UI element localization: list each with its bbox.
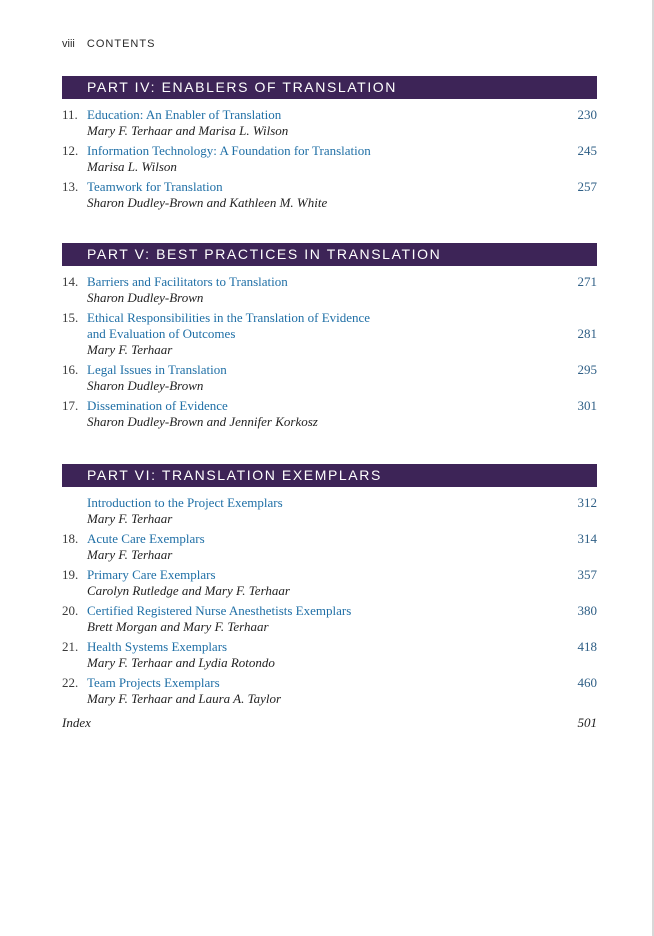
chapter-number: 17. — [62, 398, 79, 413]
running-head-page-number: viii — [62, 38, 75, 50]
chapter-title[interactable]: Certified Registered Nurse Anesthetists Exemplars — [87, 603, 352, 618]
toc-entry[interactable] — [62, 495, 597, 527]
chapter-number: 19. — [62, 567, 79, 582]
part-heading: PART IV: ENABLERS OF TRANSLATION — [62, 76, 597, 99]
chapter-title[interactable]: Ethical Responsibilities in the Translation of Evidence — [87, 310, 371, 325]
chapter-page: 314 — [577, 531, 597, 546]
chapter-title[interactable]: Health Systems Exemplars — [87, 639, 228, 654]
chapter-page: 257 — [577, 179, 597, 194]
chapter-page: 230 — [577, 107, 597, 122]
toc-entry[interactable] — [62, 567, 597, 599]
chapter-page: 418 — [577, 639, 597, 654]
chapter-page: 301 — [577, 398, 597, 413]
running-head-label: CONTENTS — [86, 38, 156, 50]
chapter-authors: Sharon Dudley-Brown — [87, 290, 204, 305]
chapter-authors: Mary F. Terhaar — [87, 511, 173, 526]
chapter-page: 312 — [577, 495, 597, 510]
chapter-title[interactable]: Legal Issues in Translation — [87, 362, 227, 377]
toc-entry[interactable] — [62, 603, 597, 635]
index-label[interactable]: Index — [62, 715, 91, 730]
toc-entry[interactable] — [62, 531, 597, 563]
toc-entry[interactable] — [62, 179, 597, 211]
chapter-page: 357 — [577, 567, 597, 582]
chapter-page: 460 — [577, 675, 597, 690]
chapter-authors: Mary F. Terhaar — [87, 342, 173, 357]
chapter-authors: Mary F. Terhaar and Laura A. Taylor — [87, 691, 282, 706]
chapter-page: 281 — [577, 326, 597, 341]
chapter-authors: Mary F. Terhaar and Marisa L. Wilson — [87, 123, 289, 138]
part-section — [62, 464, 597, 731]
chapter-page: 380 — [577, 603, 597, 618]
running-head — [62, 38, 155, 50]
chapter-number: 11. — [62, 107, 78, 122]
chapter-number: 16. — [62, 362, 79, 377]
index-entry[interactable] — [62, 715, 597, 731]
chapter-number: 18. — [62, 531, 79, 546]
toc-entry[interactable] — [62, 639, 597, 671]
chapter-title[interactable]: Acute Care Exemplars — [87, 531, 205, 546]
chapter-number: 22. — [62, 675, 79, 690]
chapter-title[interactable]: Introduction to the Project Exemplars — [87, 495, 283, 510]
chapter-title[interactable]: Education: An Enabler of Translation — [87, 107, 282, 122]
chapter-title[interactable]: Dissemination of Evidence — [87, 398, 228, 413]
chapter-title-continued[interactable]: and Evaluation of Outcomes — [87, 326, 236, 341]
toc-entry[interactable] — [62, 274, 597, 306]
part-heading: PART VI: TRANSLATION EXEMPLARS — [62, 464, 597, 487]
chapter-number: 13. — [62, 179, 79, 194]
index-page: 501 — [577, 715, 597, 730]
chapter-authors: Sharon Dudley-Brown and Jennifer Korkosz — [87, 414, 318, 429]
chapter-page: 295 — [577, 362, 597, 377]
part-section — [62, 76, 597, 215]
toc-entry[interactable] — [62, 398, 597, 430]
chapter-page: 271 — [577, 274, 597, 289]
part-heading: PART V: BEST PRACTICES IN TRANSLATION — [62, 243, 597, 266]
chapter-title[interactable]: Team Projects Exemplars — [87, 675, 220, 690]
toc-entry[interactable] — [62, 362, 597, 394]
chapter-authors: Brett Morgan and Mary F. Terhaar — [87, 619, 269, 634]
chapter-authors: Mary F. Terhaar — [87, 547, 173, 562]
chapter-number: 21. — [62, 639, 79, 654]
chapter-title[interactable]: Primary Care Exemplars — [87, 567, 216, 582]
chapter-authors: Sharon Dudley-Brown and Kathleen M. White — [87, 195, 328, 210]
chapter-authors: Marisa L. Wilson — [87, 159, 177, 174]
chapter-authors: Sharon Dudley-Brown — [87, 378, 204, 393]
chapter-number: 14. — [62, 274, 79, 289]
chapter-number: 20. — [62, 603, 79, 618]
chapter-title[interactable]: Teamwork for Translation — [87, 179, 223, 194]
toc-entry[interactable] — [62, 310, 597, 358]
toc-entry[interactable] — [62, 675, 597, 707]
part-section — [62, 243, 597, 434]
chapter-page: 245 — [577, 143, 597, 158]
chapter-title[interactable]: Barriers and Facilitators to Translation — [87, 274, 288, 289]
chapter-authors: Carolyn Rutledge and Mary F. Terhaar — [87, 583, 290, 598]
toc-entry[interactable] — [62, 107, 597, 139]
chapter-number: 15. — [62, 310, 79, 325]
chapter-authors: Mary F. Terhaar and Lydia Rotondo — [87, 655, 275, 670]
toc-entry[interactable] — [62, 143, 597, 175]
chapter-title[interactable]: Information Technology: A Foundation for Translation — [87, 143, 371, 158]
chapter-number: 12. — [62, 143, 79, 158]
